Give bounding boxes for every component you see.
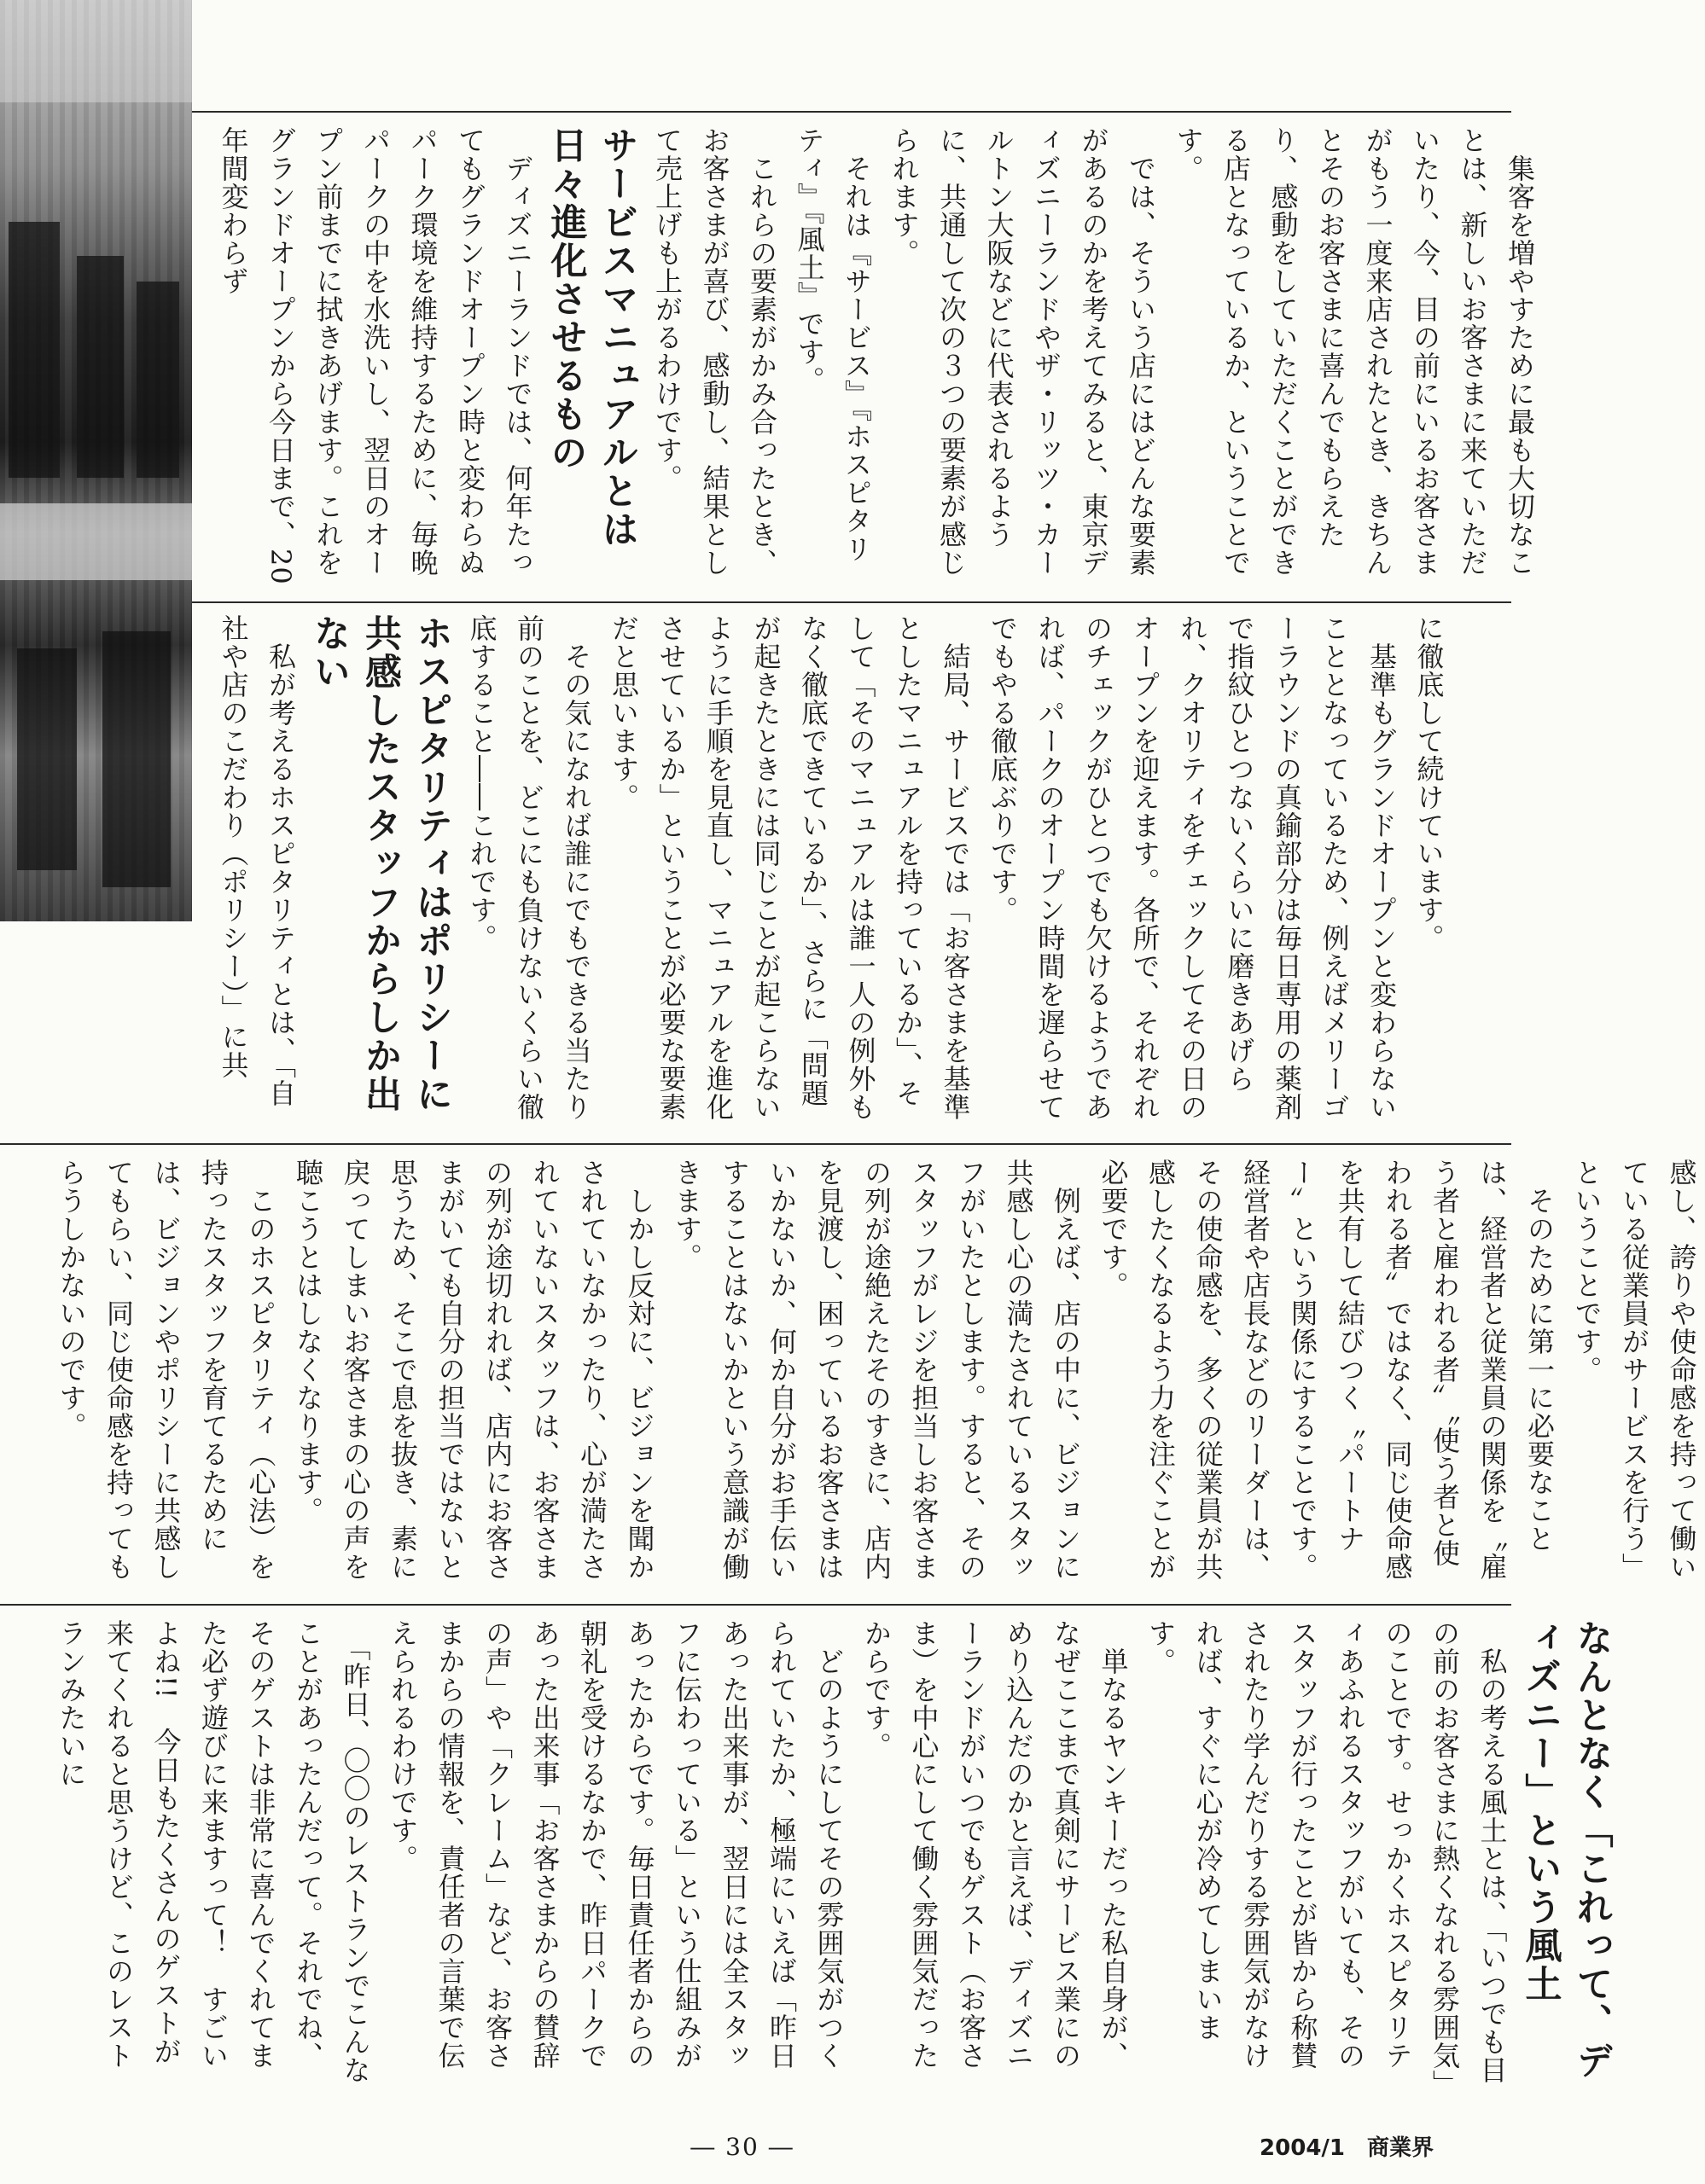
- article-section-4: [47, 1619, 1614, 2084]
- section-divider: [0, 1604, 1511, 1606]
- paragraph: そのために第一に必要なことは、経営者と従業員の関係を〝雇う者と雇われる者〟〝使う者と使われる者〟ではなく、同じ使命感を共有して結びつく〝パートナー〟という関係にすることです。経営者や店長などのリーダーは、その使命感を、多くの従業員が共感したくなるよう力を注ぐことが必要です。: [1097, 1159, 1556, 1581]
- paragraph: 私が考えるホスピタリティとは、「自社や店のこだわり（ポリシー）」に共: [217, 614, 297, 1107]
- article-section-1: [209, 126, 1536, 587]
- paragraph: それは『サービス』『ホスピタリティ』『風土』です。: [793, 126, 873, 563]
- section-heading: なんとなく「これって、ディズニー」という風土: [1519, 1619, 1614, 2080]
- paragraph: ディズニーランドでは、何年たってもグランドオープン時と変わらぬパーク環境を維持するために、毎晩パークの中を水洗いし、翌日のオープン前までに拭きあげます。これをグランドオープンから今日まで、20年間変わらず: [217, 126, 534, 585]
- section-divider: [192, 111, 1511, 113]
- page-number: ― 30 ―: [690, 2133, 794, 2161]
- paragraph: 結局、サービスでは「お客さまを基準としたマニュアルを持っているか」、そして「そのマニュアルは誰一人の例外もなく徹底できているか」、さらに「問題が起きたときには同じことが起こらないように手順を見直し、マニュアルを進化させているか」ということが必要な要素だと思います。: [608, 614, 972, 1121]
- paragraph: 「昨日、〇〇のレストランでこんなことがあったんだって。それでね、そのゲストは非常に喜んでくれてまた必ず遊びに来ますって！ すごいよね!! 今日もたくさんのゲストが来てくれると思うけど、このレストランみたいに: [55, 1619, 372, 2084]
- paragraph: 基準もグランドオープンと変わらないこととなっているため、例えばメリーゴーラウンドの真鍮部分は毎日専用の薬剤で指紋ひとつないくらいに磨きあげられ、クオリティをチェックしてその日のオープンを迎えます。各所で、それぞれのチェックがひとつでも欠けるようであれば、パークのオープン時間を遅らせてでもやる徹底ぶりです。: [986, 614, 1398, 1121]
- paragraph: 集客を増やすために最も大切なことは、新しいお客さまに来ていただいたり、今、目の前にいるお客さまがもう一度来店されたとき、きちんとそのお客さまに喜んでもらえたり、感動をしていただくことができる店となっているか、ということです。: [1172, 126, 1536, 577]
- section-heading: サービスマニュアルとは日々進化させるもの: [544, 126, 639, 549]
- article-section-3: [47, 1159, 1698, 1589]
- paragraph: その気になれば誰にでもできる当たり前のことを、どこにも負けないくらい徹底すること――これです。: [465, 614, 593, 1121]
- paragraph: これらの要素がかみ合ったとき、お客さまが喜び、感動し、結果として売上げも上がるわけです。: [651, 126, 778, 577]
- paragraph: では、そういう店にはどんな要素があるのかを考えてみると、東京ディズニーランドやザ・リッツ・カールトン大阪などに代表されるように、共通して次の３つの要素が感じられます。: [887, 126, 1157, 577]
- paragraph: このホスピタリティ（心法）を持ったスタッフを育てるためには、ビジョンやポリシーに共感してもらい、同じ使命感を持ってもらうしかないのです。: [55, 1159, 277, 1581]
- section-divider: [0, 1143, 1511, 1145]
- paragraph: どのようにしてその雰囲気がつくられていたか、極端にいえば「昨日あった出来事が、翌日には全スタッフに伝わっている」という仕組みがあったからです。毎日責任者からの朝礼を受けるなかで、昨日パークであった出来事「お客さまからの賛辞の声」や「クレーム」など、お客さまからの情報を、責任者の言葉で伝えられるわけです。: [387, 1619, 846, 2070]
- paragraph: しかし反対に、ビジョンを聞かされていなかったり、心が満たされていないスタッフは、お客さまの列が途切れれば、店内にお客さまがいても自分の担当ではないと思うため、そこで息を抜き、素に戻ってしまいお客さまの心の声を聴こうとはしなくなります。: [292, 1159, 656, 1581]
- paragraph: 私の考える風土とは、「いつでも目の前のお客さまに熱くなれる雰囲気」のことです。せっかくホスピタリティあふれるスタッフがいても、そのスタッフが行ったことが皆から称賛されたり学んだりする雰囲気がなければ、すぐに心が冷めてしまいます。: [1144, 1619, 1509, 2084]
- section-heading: ホスピタリティはポリシーに共感したスタッフからしか出ない: [308, 614, 453, 1113]
- issue-label: 2004/1 商業界: [1260, 2135, 1434, 2161]
- article-section-2: [209, 614, 1446, 1126]
- paragraph: 例えば、店の中に、ビジョンに共感し心の満たされているスタッフがいたとします。すると、そのスタッフがレジを担当しお客さまの列が途絶えたそのすきに、店内を見渡し、困っているお客さまはいかないか、何か自分がお手伝いすることはないかという意識が働きます。: [671, 1159, 1082, 1581]
- paragraph: 単なるヤンキーだった私自身が、なぜここまで真剣にサービス業にのめり込んだのかと言えば、ディズニーランドがいつでもゲスト（お客さま）を中心にして働く雰囲気だったからです。: [860, 1619, 1130, 2070]
- paragraph: 感し、誇りや使命感を持って働いている従業員がサービスを行う」ということです。: [1570, 1159, 1698, 1581]
- store-photo: [0, 0, 192, 921]
- section-divider: [192, 601, 1511, 603]
- paragraph: に徹底して続けています。: [1412, 614, 1446, 952]
